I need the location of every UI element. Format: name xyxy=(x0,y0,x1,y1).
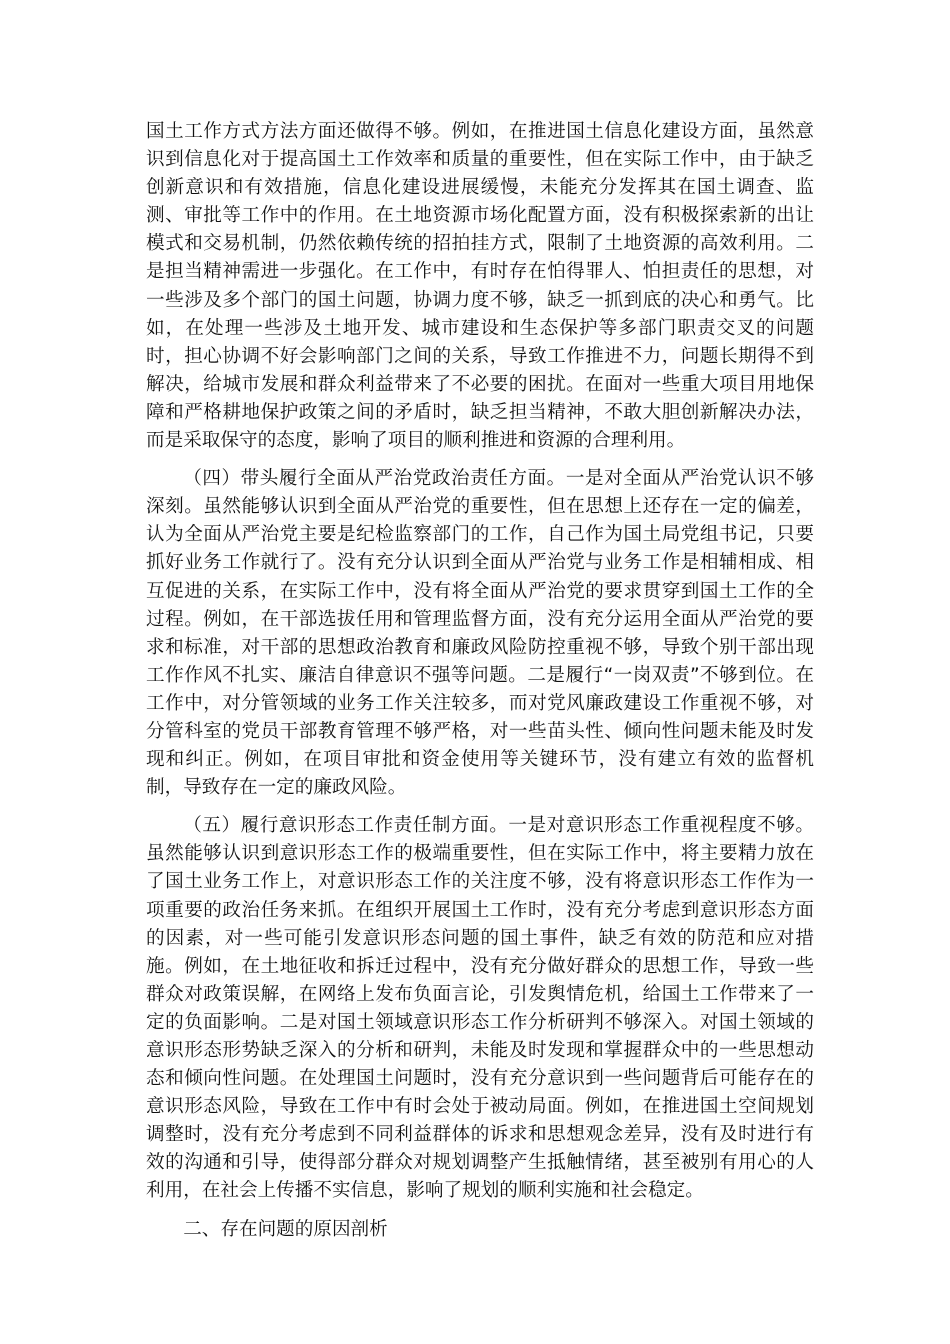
document-body xyxy=(146,118,814,1244)
paragraph-section-five: （五）履行意识形态工作责任制方面。一是对意识形态工作重视程度不够。虽然能够认识到意识形态工作的极端重要性，但在实际工作中，将主要精力放在了国土业务工作上，对意识形态工作的关注度不够，没有将意识形态工作作为一项重要的政治任务来抓。在组织开展国土工作时，没有充分考虑到意识形态方面的因素，对一些可能引发意识形态问题的国土事件，缺乏有效的防范和应对措施。例如，在土地征收和拆迁过程中，没有充分做好群众的思想工作，导致一些群众对政策误解，在网络上发布负面言论，引发舆情危机，给国土工作带来了一定的负面影响。二是对国土领域意识形态工作分析研判不够深入。对国土领域的意识形态形势缺乏深入的分析和研判，未能及时发现和掌握群众中的一些思想动态和倾向性问题。在处理国土问题时，没有充分意识到一些问题背后可能存在的意识形态风险，导致在工作中有时会处于被动局面。例如，在推进国土空间规划调整时，没有充分考虑到不同利益群体的诉求和思想观念差异，没有及时进行有效的沟通和引导，使得部分群众对规划调整产生抵触情绪，甚至被别有用心的人利用，在社会上传播不实信息，影响了规划的顺利实施和社会稳定。 xyxy=(146,815,814,1202)
paragraph-continuation: 国土工作方式方法方面还做得不够。例如，在推进国土信息化建设方面，虽然意识到信息化对于提高国土工作效率和质量的重要性，但在实际工作中，由于缺乏创新意识和有效措施，信息化建设进展缓慢，未能充分发挥其在国土调查、监测、审批等工作中的作用。在土地资源市场化配置方面，没有积极探索新的出让模式和交易机制，仍然依赖传统的招拍挂方式，限制了土地资源的高效利用。二是担当精神需进一步强化。在工作中，有时存在怕得罪人、怕担责任的思想，对一些涉及多个部门的国土问题，协调力度不够，缺乏一抓到底的决心和勇气。比如，在处理一些涉及土地开发、城市建设和生态保护等多部门职责交叉的问题时，担心协调不好会影响部门之间的关系，导致工作推进不力，问题长期得不到解决，给城市发展和群众利益带来了不必要的困扰。在面对一些重大项目用地保障和严格耕地保护政策之间的矛盾时，缺乏担当精神，不敢大胆创新解决办法，而是采取保守的态度，影响了项目的顺利推进和资源的合理利用。 xyxy=(146,121,814,452)
section-heading: 二、存在问题的原因剖析 xyxy=(183,1218,388,1240)
paragraph-section-four: （四）带头履行全面从严治党政治责任方面。一是对全面从严治党认识不够深刻。虽然能够认识到全面从严治党的重要性，但在思想上还存在一定的偏差，认为全面从严治党主要是纪检监察部门的工作，自己作为国土局党组书记，只要抓好业务工作就行了。没有充分认识到全面从严治党与业务工作是相辅相成、相互促进的关系，在实际工作中，没有将全面从严治党的要求贯穿到国土工作的全过程。例如，在干部选拔任用和管理监督方面，没有充分运用全面从严治党的要求和标准，对干部的思想政治教育和廉政风险防控重视不够，导致个别干部出现工作作风不扎实、廉洁自律意识不强等问题。二是履行“一岗双责”不够到位。在工作中，对分管领域的业务工作关注较多，而对党风廉政建设工作重视不够，对分管科室的党员干部教育管理不够严格，对一些苗头性、倾向性问题未能及时发现和纠正。例如，在项目审批和资金使用等关键环节，没有建立有效的监督机制，导致存在一定的廉政风险。 xyxy=(146,468,814,799)
